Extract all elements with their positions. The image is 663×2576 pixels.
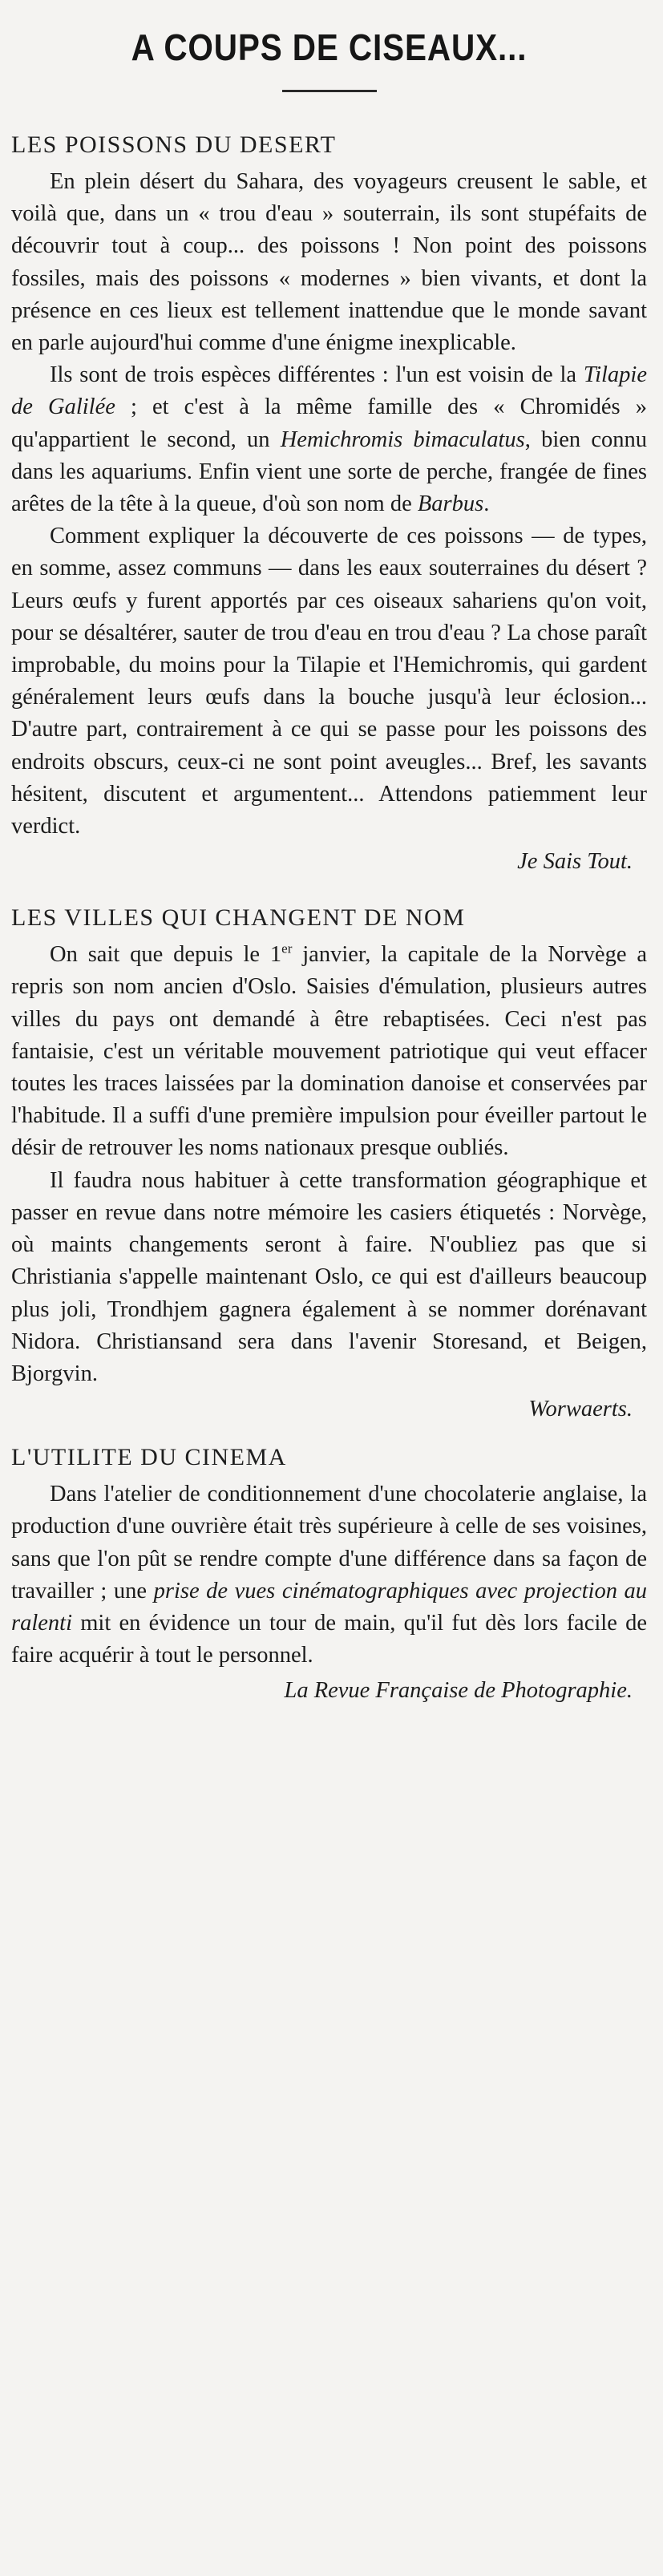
article-source: La Revue Française de Photographie. xyxy=(284,1678,633,1704)
article-paragraph: Ils sont de trois espèces différentes : l'un est voisin de la Tilapie de Galilée ; et c'est à la même famille des « Chromidés » qu'appartient le second, un Hemichromis bimaculatus, bien connu dans les aquariums. Enfin vient une sorte de perche, frangée de fines arêtes de la tête à la queue, d'où son nom de Barbus. xyxy=(11,362,648,517)
title-divider xyxy=(282,90,377,92)
article-utilite-du-cinema xyxy=(11,1442,647,1707)
page-title: A COUPS DE CISEAUX... xyxy=(131,26,528,68)
article-source: Worwaerts. xyxy=(528,1397,633,1422)
article-heading: LES VILLES QUI CHANGENT DE NOM xyxy=(11,904,466,932)
article-paragraph: En plein désert du Sahara, des voyageurs creusent le sable, et voilà que, dans un « trou d'eau » souterrain, ils sont stupéfaits de découvrir tout à coup... des poissons ! Non point des poissons fossiles, mais des poissons « modernes » bien vivants, et dont la présence en ces lieux est tellement inattendue que le monde savant en parle aujourd'hui comme d'une énigme inexplicable. xyxy=(11,169,647,356)
article-paragraph: Il faudra nous habituer à cette transformation géographique et passer en revue dans notre mémoire les casiers étiquetés : Norvège, où maints changements seront à faire. N'oubliez pas que si Christiania s'appelle maintenant Oslo, ce qui est d'ailleurs beaucoup plus joli, Trondhjem gagnera également à se nommer dorénavant Nidora. Christiansand sera dans l'avenir Storesand, et Beigen, Bjorgvin. xyxy=(11,1167,647,1386)
article-heading: LES POISSONS DU DESERT xyxy=(11,131,337,158)
article-villes-qui-changent-de-nom xyxy=(11,902,647,1425)
article-heading: L'UTILITE DU CINEMA xyxy=(11,1444,287,1471)
article-paragraph: On sait que depuis le 1er janvier, la capitale de la Norvège a repris son nom ancien d'Oslo. Saisies d'émulation, plusieurs autres villes du pays ont demandé à être rebaptisées. Ceci n'est pas fantaisie, c'est un véritable mouvement patriotique qui veut effacer toutes les traces laissées par la domination danoise et conservées par l'habitude. Il a suffi d'une première impulsion pour éveiller partout le désir de retrouver les noms nationaux presque oubliés. xyxy=(11,940,647,1161)
article-source: Je Sais Tout. xyxy=(517,849,633,875)
article-paragraph: Comment expliquer la découverte de ces poissons — de types, en somme, assez communs — dans les eaux souterraines du désert ? Leurs œufs y furent apportés par ces oiseaux sahariens qu'on voit, pour se désaltérer, sauter de trou d'eau en trou d'eau ? La chose paraît improbable, du moins pour la Tilapie et l'Hemichromis, qui gardent généralement leurs œufs dans la bouche jusqu'à leur éclosion... D'autre part, contrairement à ce qui se passe pour les poissons des endroits obscurs, ceux-ci ne sont point aveugles... Bref, les savants hésitent, discutent et argumentent... Attendons patiemment leur verdict. xyxy=(11,524,647,839)
article-poissons-du-desert xyxy=(11,129,647,878)
article-paragraph: Dans l'atelier de conditionnement d'une chocolaterie anglaise, la production d'une ouvrière était très supérieure à celle de ses voisines, sans que l'on pût se rendre compte d'une différence dans sa façon de travailler ; une prise de vues cinématographiques avec projection au ralenti mit en évidence un tour de main, qu'il fut dès lors facile de faire acquérir à tout le personnel. xyxy=(11,1482,648,1668)
